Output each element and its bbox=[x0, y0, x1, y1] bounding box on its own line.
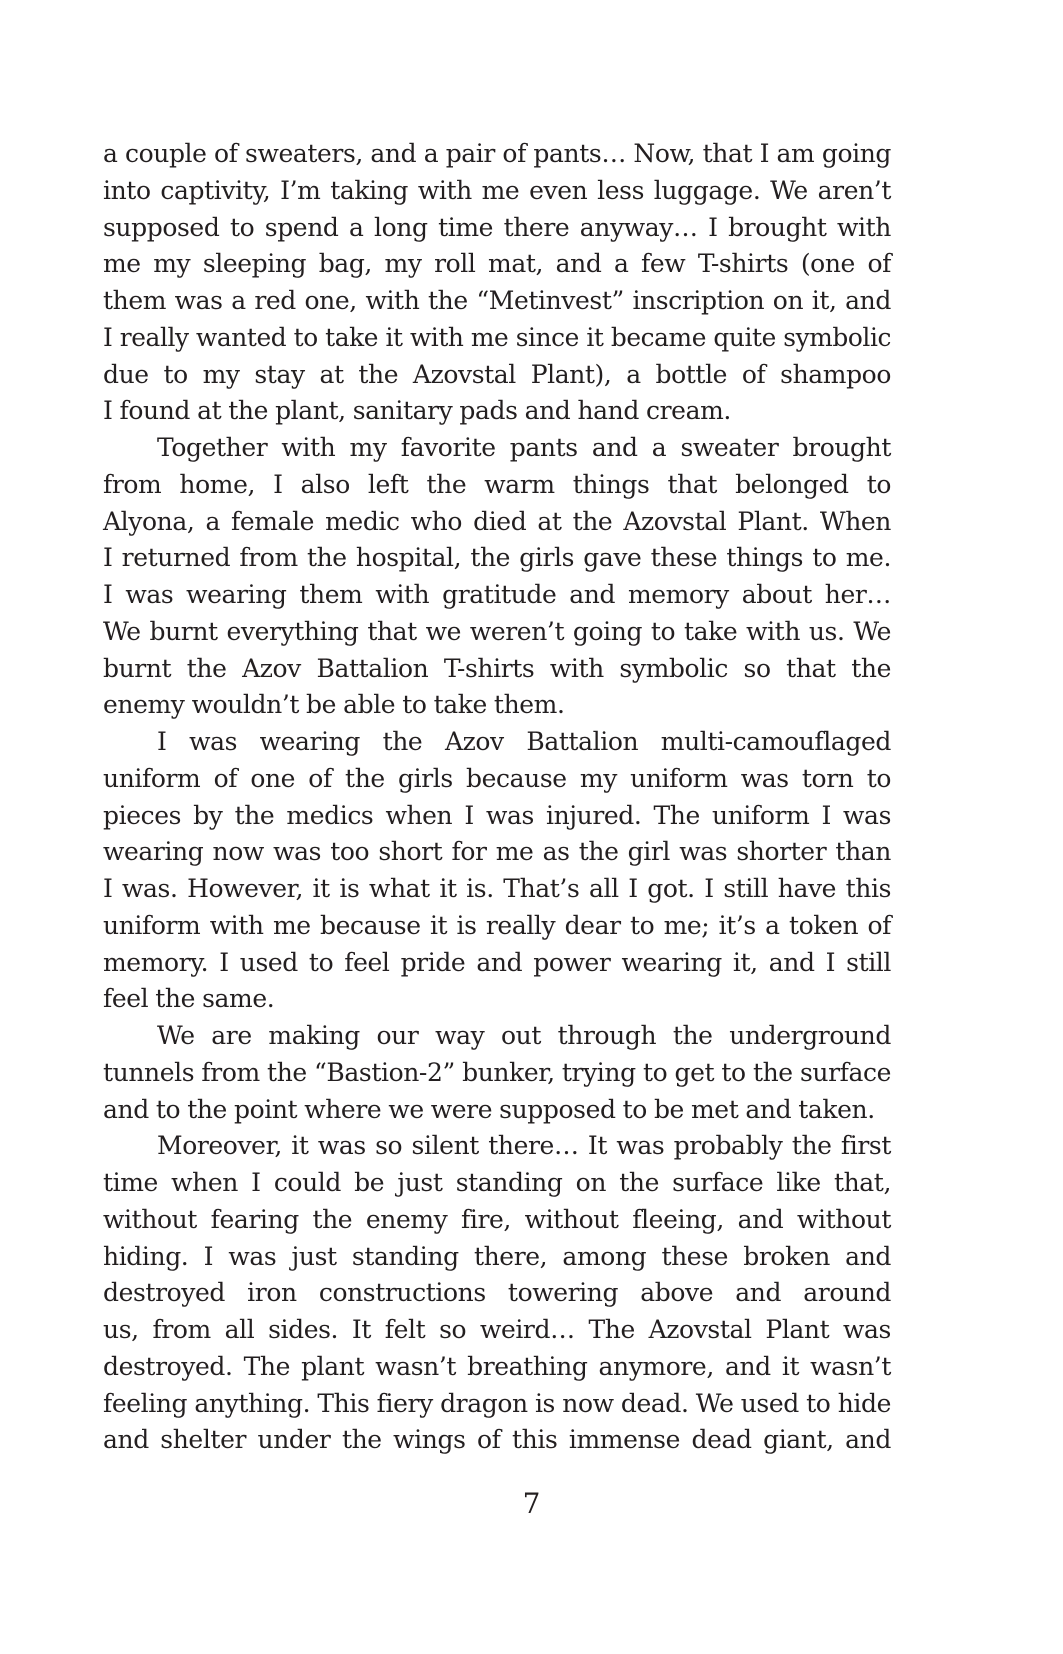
text-line: feel the same. bbox=[103, 984, 275, 1014]
text-line: tunnels from the “Bastion-2” bunker, trying to get to the surface bbox=[103, 1057, 891, 1087]
text-line: and to the point where we were supposed to be met and taken. bbox=[103, 1094, 875, 1124]
text-line: pieces by the medics when I was injured. The uniform I was bbox=[103, 800, 891, 830]
text-line: memory. I used to feel pride and power wearing it, and I still bbox=[103, 947, 891, 977]
body-text bbox=[103, 136, 891, 1459]
text-line: Alyona, a female medic who died at the Azovstal Plant. When bbox=[103, 506, 891, 536]
text-line: I found at the plant, sanitary pads and hand cream. bbox=[103, 396, 731, 426]
text-line: wearing now was too short for me as the girl was shorter than bbox=[103, 837, 891, 867]
text-line: without fearing the enemy fire, without fleeing, and without bbox=[103, 1204, 891, 1234]
text-line: I was wearing them with gratitude and memory about her… bbox=[103, 580, 891, 609]
text-line: supposed to spend a long time there anyway… I brought with bbox=[103, 212, 891, 242]
text-line: We are making our way out through the underground bbox=[157, 1021, 891, 1050]
text-line: Together with my favorite pants and a sweater brought bbox=[157, 433, 891, 462]
text-line: enemy wouldn’t be able to take them. bbox=[103, 690, 565, 720]
text-line: hiding. I was just standing there, among these broken and bbox=[103, 1241, 891, 1271]
text-line: I returned from the hospital, the girls gave these things to me. bbox=[103, 543, 891, 573]
text-line: Moreover, it was so silent there… It was probably the first bbox=[157, 1131, 891, 1161]
text-line: destroyed. The plant wasn’t breathing anymore, and it wasn’t bbox=[103, 1351, 891, 1381]
text-line: into captivity, I’m taking with me even less luggage. We aren’t bbox=[103, 175, 891, 205]
text-line: and shelter under the wings of this immense dead giant, and bbox=[103, 1425, 891, 1455]
text-line: uniform with me because it is really dear to me; it’s a token of bbox=[103, 910, 891, 940]
page-number: 7 bbox=[522, 1487, 541, 1520]
text-line: a couple of sweaters, and a pair of pants… Now, that I am going bbox=[103, 139, 891, 168]
text-line: them was a red one, with the “Metinvest” inscription on it, and bbox=[103, 286, 891, 315]
text-line: from home, I also left the warm things that belonged to bbox=[103, 469, 891, 499]
text-line: me my sleeping bag, my roll mat, and a few T-shirts (one of bbox=[103, 249, 891, 279]
text-line: destroyed iron constructions towering above and around bbox=[103, 1278, 891, 1308]
text-line: uniform of one of the girls because my uniform was torn to bbox=[103, 763, 891, 793]
text-line: I was wearing the Azov Battalion multi-camouflaged bbox=[157, 727, 891, 756]
text-line: I was. However, it is what it is. That’s all I got. I still have this bbox=[103, 874, 891, 903]
text-line: due to my stay at the Azovstal Plant), a bottle of shampoo bbox=[103, 359, 891, 389]
text-line: feeling anything. This fiery dragon is now dead. We used to hide bbox=[103, 1388, 891, 1418]
text-line: I really wanted to take it with me since it became quite symbolic bbox=[103, 322, 891, 352]
text-line: burnt the Azov Battalion T-shirts with symbolic so that the bbox=[103, 653, 891, 683]
text-line: us, from all sides. It felt so weird… The Azovstal Plant was bbox=[103, 1315, 891, 1344]
text-line: time when I could be just standing on the surface like that, bbox=[103, 1168, 891, 1197]
text-line: We burnt everything that we weren’t going to take with us. We bbox=[103, 616, 891, 646]
